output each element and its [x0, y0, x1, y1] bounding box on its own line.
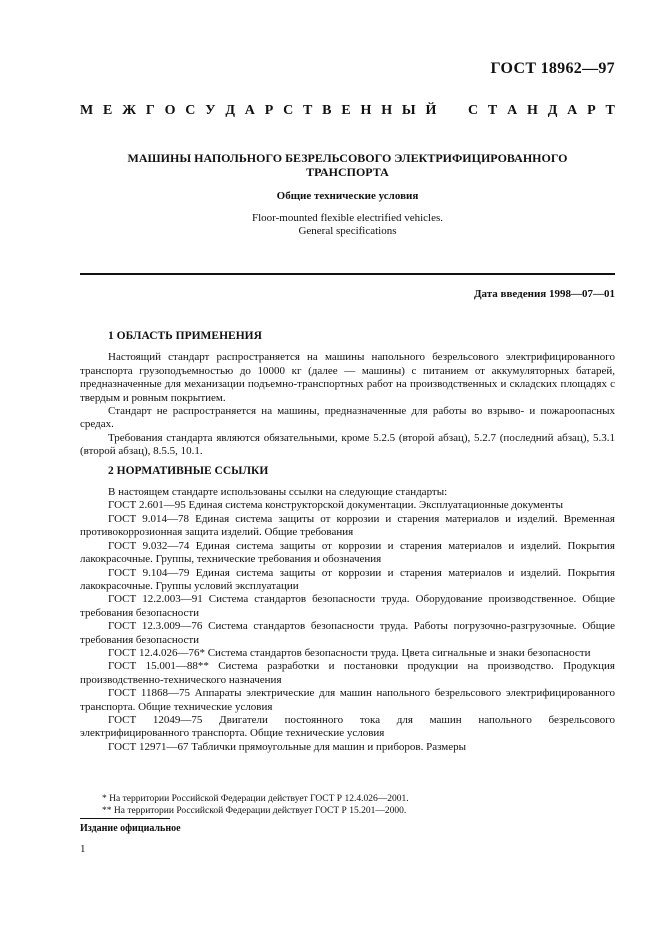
heading-letter: Д: [547, 103, 558, 118]
document-subtitle: Общие технические условия: [276, 190, 419, 202]
heading-letter: Й: [425, 103, 437, 118]
title-line: ТРАНСПОРТА: [306, 165, 389, 179]
footer-divider: [80, 818, 170, 819]
reference-item: ГОСТ 2.601—95 Единая система конструкторской документации. Эксплуатационные документы: [108, 499, 563, 512]
reference-item: ГОСТ 12.2.003—91 Система стандартов безопасности труда. Оборудование производственное. Общие требования безопасности: [80, 593, 615, 619]
heading-letter: Н: [360, 103, 372, 118]
reference-item: ГОСТ 9.032—74 Единая система защиты от коррозии и старения материалов и изделий. Покрытия лакокрасочные. Группы, технические требования и обозначения: [80, 539, 615, 566]
divider: [80, 273, 615, 275]
word-gap: [446, 103, 458, 119]
section-heading: 2 НОРМАТИВНЫЕ ССЫЛКИ: [108, 464, 269, 477]
heading-letter: Р: [587, 103, 596, 118]
reference-item: ГОСТ 9.014—78 Единая система защиты от коррозии и старения материалов и изделий. Временная противокоррозионная защита изделий. Общие требования: [80, 512, 615, 539]
introduction-date: Дата введения 1998—07—01: [473, 288, 615, 300]
reference-item: ГОСТ 15.001—88** Система разработки и постановки продукции на производство. Продукция производственно-технического назначения: [80, 660, 615, 686]
footnotes: [80, 793, 615, 817]
heading-letter: М: [80, 103, 94, 118]
heading-letter: Г: [145, 103, 155, 118]
heading-letter: Р: [264, 103, 274, 118]
heading-letter: Т: [487, 103, 498, 118]
heading-letter: В: [322, 103, 332, 118]
title-line: МАШИНЫ НАПОЛЬНОГО БЕЗРЕЛЬСОВОГО ЭЛЕКТРИФИЦИРОВАННОГО: [127, 151, 568, 165]
section-heading: 1 ОБЛАСТЬ ПРИМЕНЕНИЯ: [108, 330, 262, 342]
reference-item: ГОСТ 11868—75 Аппараты электрические для машин напольного безрельсового электрифицированного транспорта. Общие технические условия: [80, 687, 615, 713]
document-title: [80, 151, 615, 179]
heading-letter: Е: [103, 103, 113, 118]
reference-item: ГОСТ 9.104—79 Единая система защиты от коррозии и старения материалов и изделий. Покрытия лакокрасочные. Группы условий эксплуатации: [80, 566, 615, 592]
footnote: * На территории Российской Федерации действует ГОСТ Р 12.4.026—2001.: [102, 794, 409, 804]
paragraph: Стандарт не распространяется на машины, предназначенные для работы во взрыво- и пожароопасных средах.: [80, 405, 615, 431]
paragraph: В настоящем стандарте использованы ссылки на следующие стандарты:: [108, 486, 448, 499]
page-number: 1: [80, 843, 86, 855]
heading-letter: О: [164, 103, 176, 118]
english-title: [80, 212, 615, 238]
heading-letter: С: [283, 103, 294, 118]
heading-letter: Т: [605, 103, 615, 118]
reference-item: ГОСТ 12.3.009—76 Система стандартов безопасности труда. Работы погрузочно-разгрузочные. Общие требования безопасности: [80, 620, 615, 646]
heading-letter: Н: [381, 103, 393, 118]
edition-label: Издание официальное: [80, 823, 181, 834]
interstate-standard-heading: [80, 103, 615, 119]
paragraph: Настоящий стандарт распространяется на машины напольного безрельсового электрифицированного транспорта грузоподъемностью до 10000 кг (далее — машины) с питанием от аккумуляторных батарей, предназначенные для механизации подъемно-транспортных работ на производственных и складских площадях с твердым и ровным покрытием.: [80, 351, 615, 404]
reference-item: ГОСТ 12.4.026—76* Система стандартов безопасности труда. Цвета сигнальные и знаки безопасности: [108, 646, 591, 659]
heading-letter: А: [567, 103, 578, 118]
english-title-line: Floor-mounted flexible electrified vehicles.: [252, 212, 443, 224]
heading-letter: Т: [303, 103, 313, 118]
heading-letter: Н: [527, 103, 538, 118]
heading-letter: Ж: [122, 103, 137, 118]
heading-letter: А: [507, 103, 518, 118]
heading-letter: С: [185, 103, 196, 118]
main-content: [80, 330, 615, 754]
standard-number: ГОСТ 18962—97: [490, 60, 615, 77]
paragraph: Требования стандарта являются обязательными, кроме 5.2.5 (второй абзац), 5.2.7 (последний абзац), 5.3.1 (второй абзац), 8.5.5, 10.1.: [80, 431, 615, 458]
footnote: ** На территории Российской Федерации действует ГОСТ Р 15.201—2000.: [102, 806, 407, 816]
heading-letter: У: [205, 103, 216, 118]
reference-item: ГОСТ 12049—75 Двигатели постоянного тока для машин напольного безрельсового электрифицированного транспорта. Общие технические условия: [80, 713, 615, 740]
heading-letter: Е: [341, 103, 351, 118]
heading-letter: С: [467, 103, 479, 118]
english-title-line: General specifications: [298, 225, 397, 237]
heading-letter: Ы: [401, 103, 416, 118]
reference-item: ГОСТ 12971—67 Таблички прямоугольные для машин и приборов. Размеры: [108, 740, 467, 753]
heading-letter: Д: [225, 103, 235, 118]
heading-letter: А: [244, 103, 255, 118]
